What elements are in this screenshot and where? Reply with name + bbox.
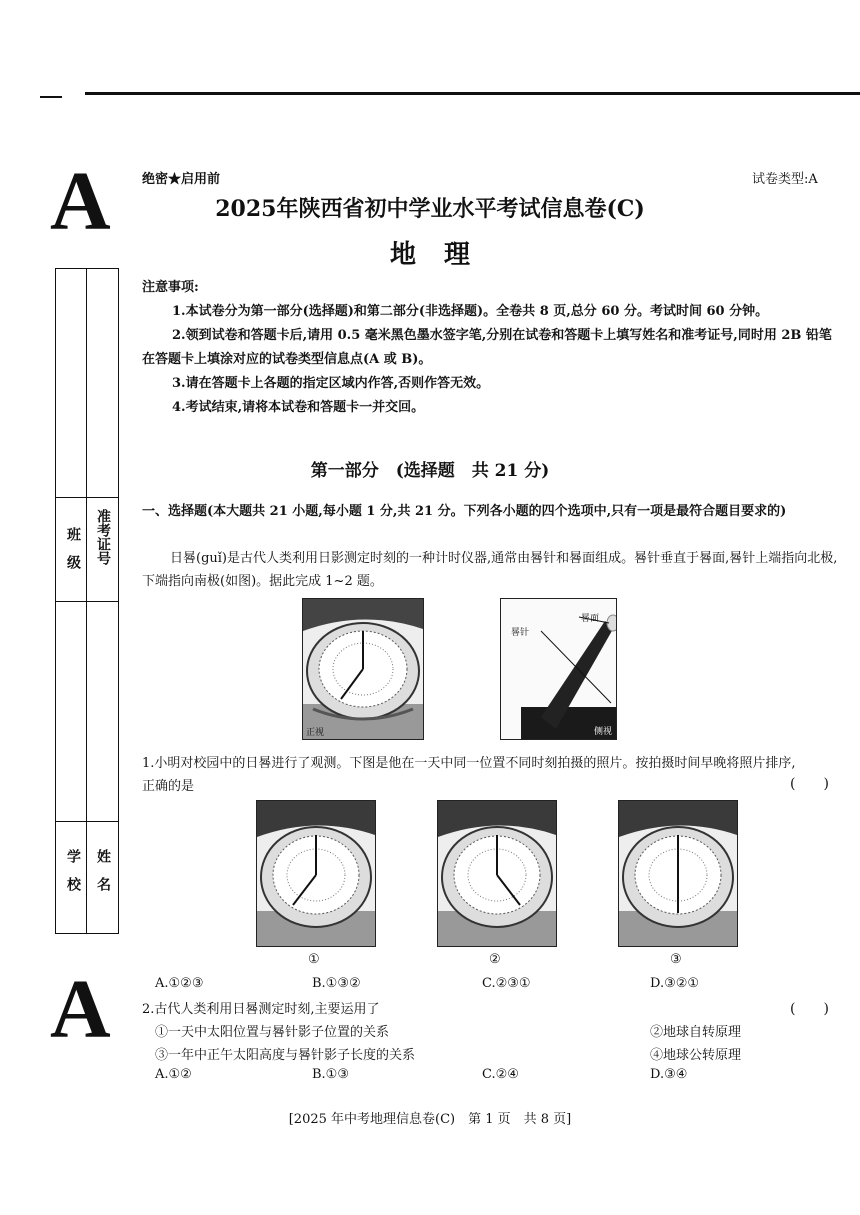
student-info-box	[55, 268, 119, 934]
page-title: 2025年陕西省初中学业水平考试信息卷(C)	[215, 196, 645, 222]
q2-option-a[interactable]: A.①②	[155, 1067, 192, 1082]
q1-option-c[interactable]: C.②③①	[482, 976, 531, 991]
q2-option-b[interactable]: B.①③	[312, 1067, 349, 1082]
header-rule	[85, 92, 860, 95]
front-view-caption: 正视	[306, 728, 325, 738]
header-rule-left	[40, 96, 62, 98]
school-label: 学 校	[65, 849, 81, 891]
class-label: 班 级	[65, 527, 81, 569]
paper-type-letter-top: A	[50, 155, 111, 248]
name-label: 姓 名	[95, 849, 111, 891]
photo-label-1: ①	[308, 952, 320, 967]
paper-type-letter-bottom: A	[50, 963, 111, 1056]
section-heading: 一、选择题(本大题共 21 小题,每小题 1 分,共 21 分。下列各小题的四个选项中,只有一项是最符合题目要求的)	[142, 504, 787, 519]
intro-text: 日晷(guǐ)是古代人类利用日影测定时刻的一种计时仪器,通常由晷针和晷面组成。晷针垂直于晷面,晷针上端指向北极,下端指向南极(如图)。据此完成 1~2 题。	[142, 551, 838, 589]
question-1-answer-bracket: ( )	[790, 776, 829, 792]
secret-label: 绝密★启用前	[142, 172, 221, 187]
question-2-stem: 2.古代人类利用日晷测定时刻,主要运用了	[142, 1002, 380, 1017]
note-item: 4.考试结束,请将本试卷和答题卡一并交回。	[172, 400, 425, 415]
part-heading: 第一部分 (选择题 共 21 分)	[310, 461, 550, 481]
note-item: 1.本试卷分为第一部分(选择题)和第二部分(非选择题)。全卷共 8 页,总分 60 分。考试时间 60 分钟。	[172, 304, 769, 319]
q1-option-d[interactable]: D.③②①	[650, 976, 700, 991]
gnomon-needle-label: 晷针	[511, 628, 530, 638]
photo-label-2: ②	[489, 952, 501, 967]
exam-number-label: 准考证号	[95, 509, 111, 565]
q2-item-2: ②地球自转原理	[650, 1025, 742, 1040]
gnomon-face-label: 晷面	[581, 614, 600, 624]
question-1-stem: 1.小明对校园中的日晷进行了观测。下图是他在一天中同一位置不同时刻拍摄的照片。按拍摄时间早晚将照片排序,正确的是	[142, 756, 796, 794]
q2-item-4: ④地球公转原理	[650, 1048, 742, 1063]
sundial-side-photo	[500, 598, 617, 740]
paper-type-label: 试卷类型:A	[752, 172, 818, 187]
page-footer: [2025 年中考地理信息卷(C) 第 1 页 共 8 页]	[288, 1112, 572, 1127]
notes-heading: 注意事项:	[142, 280, 199, 295]
question-2-answer-bracket: ( )	[790, 1001, 829, 1017]
sundial-intro	[142, 547, 842, 593]
q1-option-a[interactable]: A.①②③	[155, 976, 204, 991]
q2-item-3: ③一年中正午太阳高度与晷针影子长度的关系	[155, 1048, 416, 1063]
note-item: 2.领到试卷和答题卡后,请用 0.5 毫米黑色墨水签字笔,分别在试卷和答题卡上填写姓名和准考证号,同时用 2B 铅笔在答题卡上填涂对应的试卷类型信息点(A 或 B)。	[142, 328, 832, 367]
sundial-photo-2	[437, 800, 557, 947]
sundial-photo-1	[256, 800, 376, 947]
side-view-caption: 侧视	[593, 727, 612, 737]
note-item: 3.请在答题卡上各题的指定区域内作答,否则作答无效。	[172, 376, 490, 391]
q2-option-d[interactable]: D.③④	[650, 1067, 688, 1082]
q1-option-b[interactable]: B.①③②	[312, 976, 361, 991]
sundial-front-photo	[302, 598, 424, 740]
subject-title: 地理	[389, 240, 498, 270]
q2-item-1: ①一天中太阳位置与晷针影子位置的关系	[155, 1025, 390, 1040]
photo-label-3: ③	[670, 952, 682, 967]
exam-notes	[142, 276, 842, 420]
sundial-photo-3	[618, 800, 738, 947]
q2-option-c[interactable]: C.②④	[482, 1067, 519, 1082]
